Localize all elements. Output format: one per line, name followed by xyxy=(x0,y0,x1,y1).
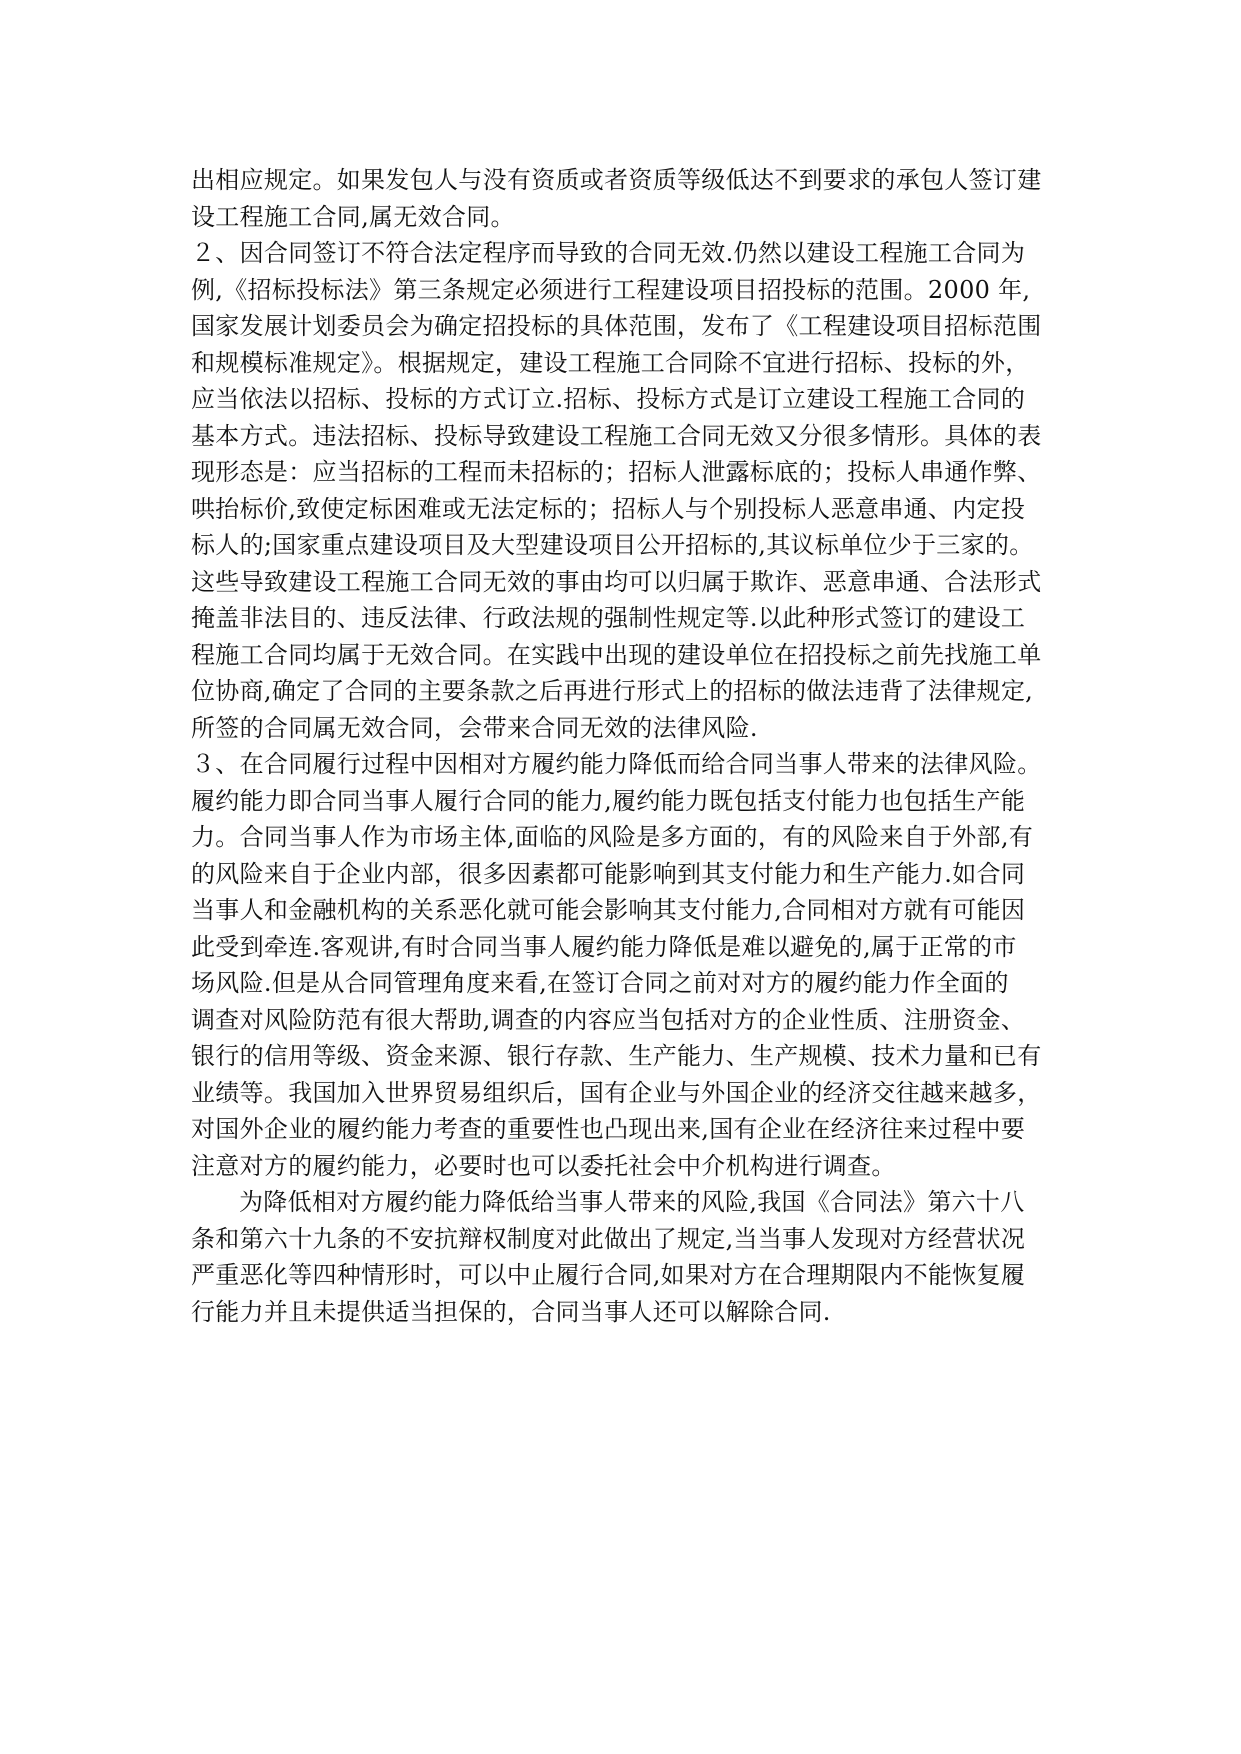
text-line: 基本方式。违法招标、投标导致建设工程施工合同无效又分很多情形。具体的表 xyxy=(191,421,1042,450)
text-line: 所签的合同属无效合同，会带来合同无效的法律风险. xyxy=(191,713,758,742)
text-line: ３、在合同履行过程中因相对方履约能力降低而给合同当事人带来的法律风险。 xyxy=(191,750,1042,778)
text-line: 现形态是：应当招标的工程而未招标的；招标人泄露标底的；投标人串通作弊、 xyxy=(191,458,1042,486)
text-line: 场风险.但是从合同管理角度来看,在签订合同之前对对方的履约能力作全面的 xyxy=(191,969,1009,997)
text-line: 银行的信用等级、资金来源、银行存款、生产能力、生产规模、技术力量和已有 xyxy=(191,1042,1042,1070)
text-line: 的风险来自于企业内部，很多因素都可能影响到其支付能力和生产能力.如合同 xyxy=(191,859,1026,888)
text-line: 例,《招标投标法》第三条规定必须进行工程建设项目招投标的范围。2000 年, xyxy=(191,275,1031,304)
text-line: 和规模标准规定》。根据规定，建设工程施工合同除不宜进行招标、投标的外， xyxy=(191,348,1030,377)
text-line: 当事人和金融机构的关系恶化就可能会影响其支付能力,合同相对方就有可能因 xyxy=(191,896,1026,924)
text-line: ２、因合同签订不符合法定程序而导致的合同无效.仍然以建设工程施工合同为 xyxy=(191,239,1026,267)
text-line: 哄抬标价,致使定标困难或无法定标的；招标人与个别投标人恶意串通、内定投 xyxy=(191,494,1026,523)
text-line: 严重恶化等四种情形时，可以中止履行合同,如果对方在合理期限内不能恢复履 xyxy=(191,1261,1026,1289)
text-line: 条和第六十九条的不安抗辩权制度对此做出了规定,当当事人发现对方经营状况 xyxy=(191,1224,1026,1253)
text-line: 对国外企业的履约能力考查的重要性也凸现出来,国有企业在经济往来过程中要 xyxy=(191,1115,1026,1143)
text-line: 业绩等。我国加入世界贸易组织后，国有企业与外国企业的经济交往越来越多， xyxy=(191,1078,1042,1107)
text-line: 掩盖非法目的、违反法律、行政法规的强制性规定等.以此种形式签订的建设工 xyxy=(191,604,1026,632)
text-line: 设工程施工合同,属无效合同。 xyxy=(191,202,515,231)
document-body xyxy=(191,162,1071,1330)
text-line: 程施工合同均属于无效合同。在实践中出现的建设单位在招投标之前先找施工单 xyxy=(191,640,1042,669)
text-line: 标人的;国家重点建设项目及大型建设项目公开招标的,其议标单位少于三家的。 xyxy=(191,531,1034,559)
text-line: 位协商,确定了合同的主要条款之后再进行形式上的招标的做法违背了法律规定, xyxy=(191,677,1034,705)
text-line: 这些导致建设工程施工合同无效的事由均可以归属于欺诈、恶意串通、合法形式 xyxy=(191,567,1042,596)
text-line: 履约能力即合同当事人履行合同的能力,履约能力既包括支付能力也包括生产能 xyxy=(191,786,1026,815)
text-line: 行能力并且未提供适当担保的，合同当事人还可以解除合同. xyxy=(191,1297,831,1326)
text-line: 力。合同当事人作为市场主体,面临的风险是多方面的，有的风险来自于外部,有 xyxy=(191,823,1034,851)
text-line: 调查对风险防范有很大帮助,调查的内容应当包括对方的企业性质、注册资金、 xyxy=(191,1005,1026,1034)
text-line: 为降低相对方履约能力降低给当事人带来的风险,我国《合同法》第六十八 xyxy=(239,1188,1025,1216)
text-line: 此受到牵连.客观讲,有时合同当事人履约能力降低是难以避免的,属于正常的市 xyxy=(191,932,1017,961)
text-line: 注意对方的履约能力，必要时也可以委托社会中介机构进行调查。 xyxy=(191,1151,896,1180)
text-line: 国家发展计划委员会为确定招投标的具体范围，发布了《工程建设项目招标范围 xyxy=(191,312,1042,340)
text-line: 出相应规定。如果发包人与没有资质或者资质等级低达不到要求的承包人签订建 xyxy=(191,166,1042,194)
text-line: 应当依法以招标、投标的方式订立.招标、投标方式是订立建设工程施工合同的 xyxy=(191,385,1026,413)
